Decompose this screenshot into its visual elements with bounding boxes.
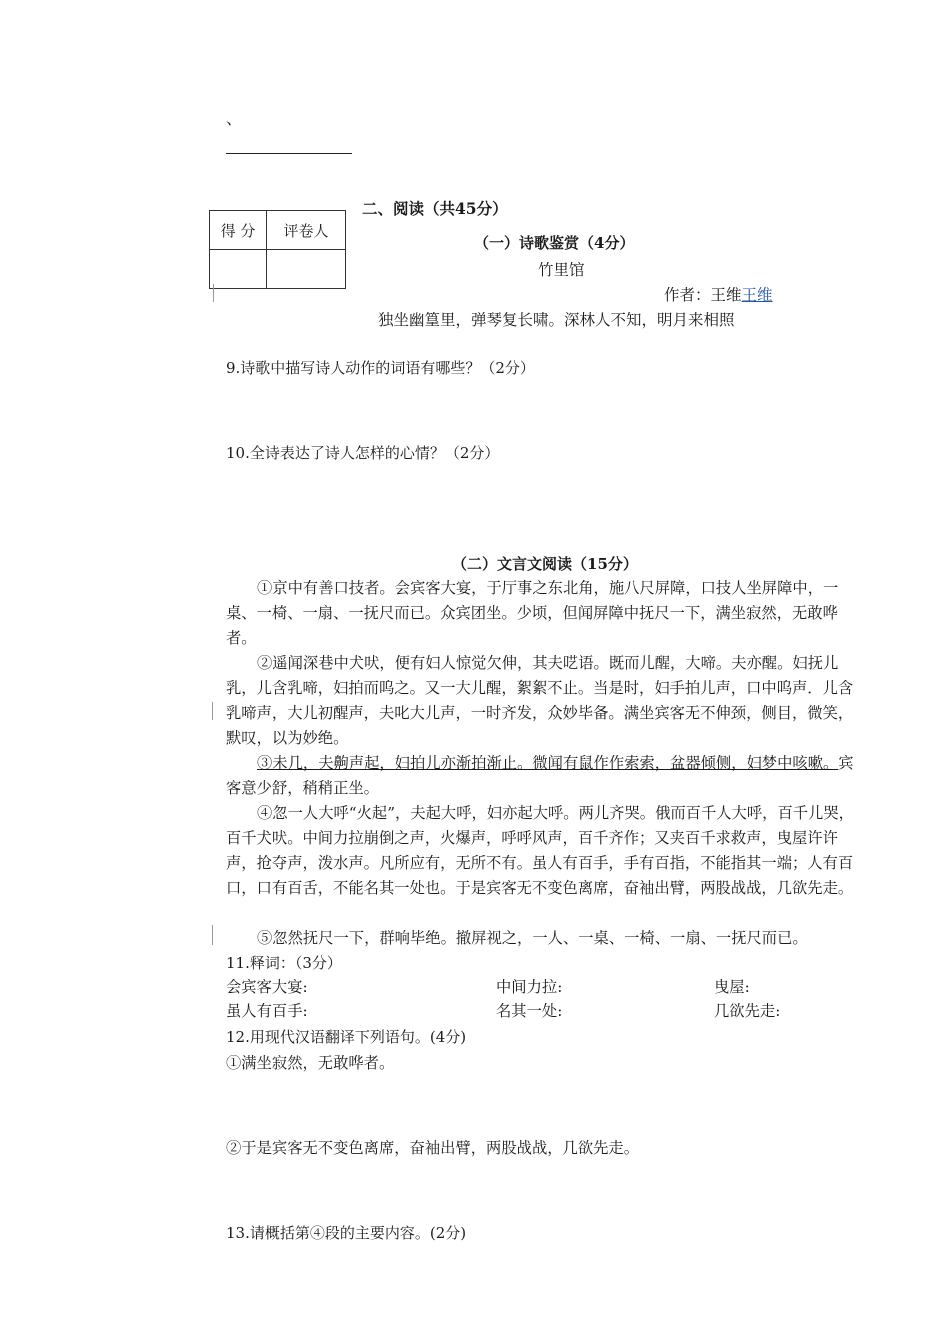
question-12-title: 12.用现代汉语翻译下列语句。(4分) bbox=[226, 1028, 467, 1046]
score-table bbox=[209, 210, 346, 289]
gloss-item-1: 会宾客大宴: bbox=[226, 978, 308, 996]
author-link[interactable]: 王维 bbox=[741, 286, 773, 304]
poem-heading: （一）诗歌鉴赏（4分） bbox=[474, 234, 635, 252]
classical-paragraph-3 bbox=[226, 751, 856, 801]
paragraph-3-rest: 宾客意少舒，稍稍正坐。 bbox=[226, 754, 854, 797]
question-11-title: 11.释词：（3分） bbox=[226, 954, 342, 972]
poem-author bbox=[664, 283, 773, 305]
classical-paragraph-1: ①京中有善口技者。会宾客大宴，于厅事之东北角，施八尺屏障，口技人坐屏障中，一桌、一椅、一扇、一抚尺而已。众宾团坐。少顷，但闻屏障中抚尺一下，满坐寂然，无敢哗者。 bbox=[226, 579, 839, 647]
question-9: 9.诗歌中描写诗人动作的词语有哪些？（2分） bbox=[226, 359, 535, 377]
gloss-item-3: 曳屋: bbox=[714, 978, 750, 996]
gloss-item-4: 虽人有百手: bbox=[226, 1002, 308, 1020]
margin-mark bbox=[212, 702, 213, 720]
gloss-item-2: 中间力拉: bbox=[496, 978, 563, 996]
gloss-item-6: 几欲先走: bbox=[714, 1002, 781, 1020]
classical-heading: （二）文言文阅读（15分） bbox=[452, 555, 638, 573]
answer-line bbox=[226, 153, 352, 154]
question-12-sentence-2: ②于是宾客无不变色离席，奋袖出臂，两股战战，几欲先走。 bbox=[226, 1139, 640, 1157]
top-mark: 、 bbox=[226, 109, 243, 128]
question-12-sentence-1: ①满坐寂然，无敢哗者。 bbox=[226, 1054, 395, 1072]
classical-paragraph-4: ④忽一人大呼“火起”，夫起大呼，妇亦起大呼。两儿齐哭。俄而百千人大呼，百千儿哭，百千犬吠。中间力拉崩倒之声，火爆声，呼呼风声，百千齐作；又夹百千求救声，曳屋许许声，抢夺声，泼水声。凡所应有，无所不有。虽人有百手，手有百指，不能指其一端；人有百口，口有百舌，不能名其一处也。于是宾客无不变色离席，奋袖出臂，两股战战，几欲先走。 bbox=[226, 804, 854, 897]
section-title: 二、阅读（共45分） bbox=[362, 199, 508, 218]
grader-cell bbox=[267, 250, 346, 289]
grader-label: 评卷人 bbox=[267, 211, 346, 250]
poem-title: 竹里馆 bbox=[538, 261, 585, 279]
underlined-sentence: ③未几，夫齁声起，妇拍儿亦渐拍渐止。微闻有鼠作作索索，盆器倾侧，妇梦中咳嗽。 bbox=[257, 754, 839, 772]
score-cell bbox=[210, 250, 267, 289]
poem-text: 独坐幽篁里，弹琴复长啸。深林人不知，明月来相照 bbox=[378, 311, 735, 329]
gloss-item-5: 名其一处: bbox=[496, 1002, 563, 1020]
score-label: 得 分 bbox=[210, 211, 267, 250]
margin-mark bbox=[212, 925, 213, 945]
author-prefix: 作者：王维 bbox=[664, 286, 742, 304]
question-13: 13.请概括第④段的主要内容。(2分) bbox=[226, 1224, 467, 1242]
question-10: 10.全诗表达了诗人怎样的心情？（2分） bbox=[226, 444, 500, 462]
margin-mark bbox=[213, 284, 214, 302]
classical-paragraph-2: ②遥闻深巷中犬吠，便有妇人惊觉欠伸，其夫呓语。既而儿醒，大啼。夫亦醒。妇抚儿乳，儿含乳啼，妇拍而呜之。又一大儿醒，絮絮不止。当是时，妇手拍儿声，口中呜声．儿含乳啼声，大儿初醒声，夫叱大儿声，一时齐发，众妙毕备。满坐宾客无不伸颈，侧目，微笑，默叹，以为妙绝。 bbox=[226, 654, 854, 747]
classical-paragraph-5: ⑤忽然抚尺一下，群响毕绝。撤屏视之，一人、一桌、一椅、一扇、一抚尺而已。 bbox=[257, 929, 808, 947]
